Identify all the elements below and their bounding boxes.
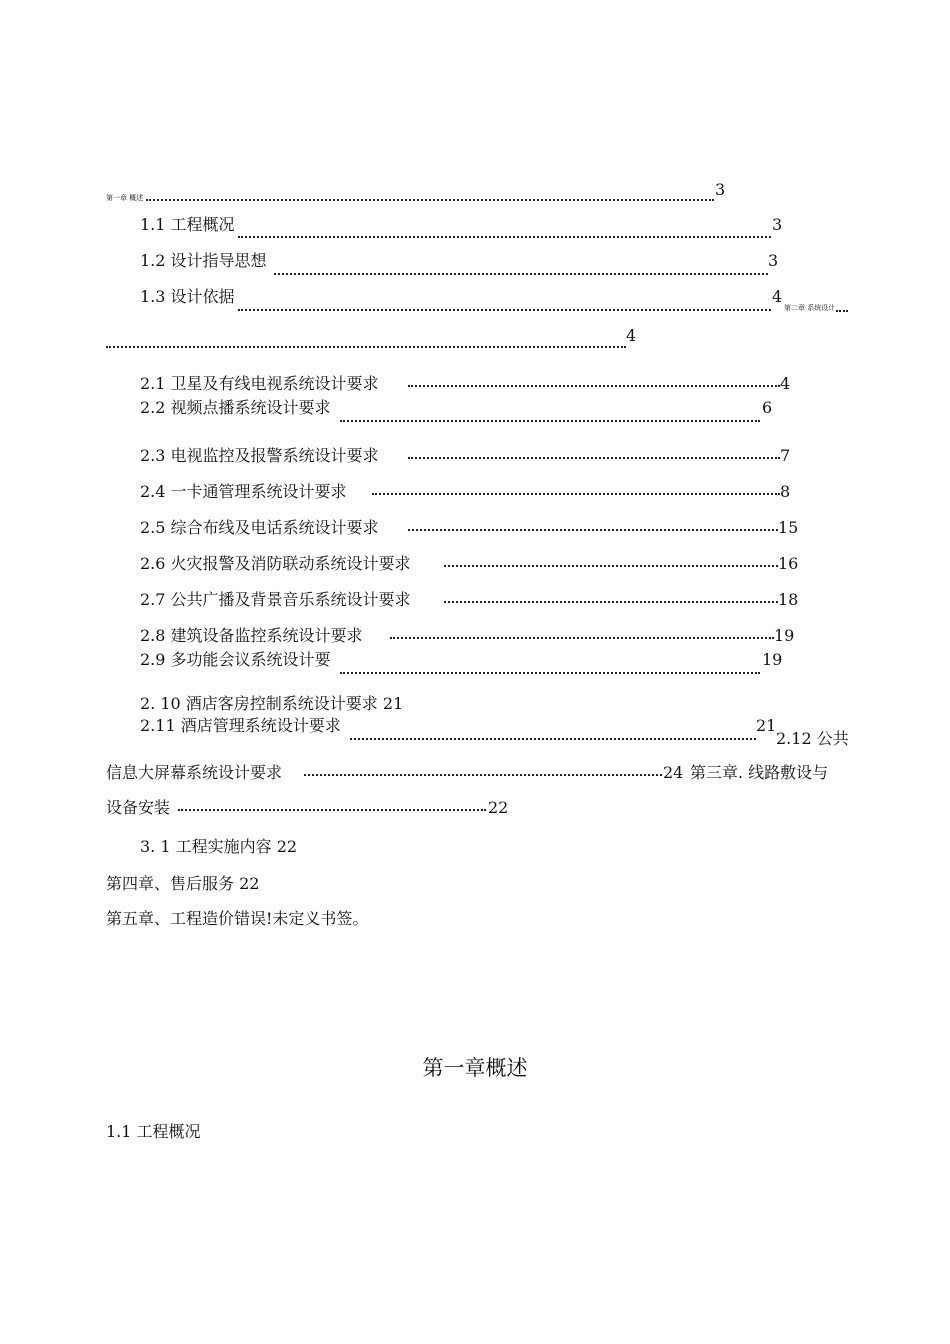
toc-2-5-leader: [408, 529, 778, 531]
toc-ch3-label-start[interactable]: 第三章. 线路敷设与: [690, 763, 829, 782]
toc-2-3-leader: [408, 457, 780, 459]
toc-2-4-leader: [372, 493, 780, 495]
toc-2-4-label[interactable]: 2.4 一卡通管理系统设计要求: [140, 482, 347, 501]
toc-2-6-leader: [444, 565, 778, 567]
toc-ch4-label[interactable]: 第四章、售后服务 22: [106, 874, 260, 893]
toc-2-2-page: 6: [762, 398, 773, 417]
toc-ch1-page: 3: [715, 180, 726, 199]
toc-2-7-page: 18: [778, 590, 799, 609]
toc-2-12-page: 24: [663, 763, 684, 782]
toc-2-6-page: 16: [778, 554, 799, 573]
toc-2-8-label[interactable]: 2.8 建筑设备监控系统设计要求: [140, 626, 363, 645]
toc-2-9-label[interactable]: 2.9 多功能会议系统设计要: [140, 650, 331, 669]
toc-2-4-page: 8: [780, 482, 791, 501]
toc-1-3-label[interactable]: 1.3 设计依据: [140, 287, 235, 306]
toc-ch2-label[interactable]: 第二章 系统设计: [784, 304, 836, 312]
toc-2-9-page: 19: [762, 650, 783, 669]
toc-2-11-page: 21: [756, 716, 777, 735]
toc-2-6-label[interactable]: 2.6 火灾报警及消防联动系统设计要求: [140, 554, 411, 573]
toc-2-9-leader: [340, 672, 760, 674]
toc-3-1-label[interactable]: 3. 1 工程实施内容 22: [140, 837, 298, 856]
chapter-title: 第一章概述: [422, 1056, 528, 1080]
toc-2-8-page: 19: [774, 626, 795, 645]
toc-2-2-label[interactable]: 2.2 视频点播系统设计要求: [140, 398, 331, 417]
toc-2-8-leader: [390, 637, 774, 639]
toc-1-1-page: 3: [772, 215, 783, 234]
toc-ch2-leader: [106, 346, 626, 348]
toc-ch2-page: 4: [626, 326, 637, 345]
toc-ch3-leader: [178, 809, 486, 811]
toc-2-12-label-start[interactable]: 2.12 公共: [776, 729, 849, 748]
toc-1-2-page: 3: [768, 251, 779, 270]
toc-2-11-label[interactable]: 2.11 酒店管理系统设计要求: [140, 716, 341, 735]
toc-1-1-label[interactable]: 1.1 工程概况: [140, 215, 235, 234]
toc-2-3-page: 7: [780, 446, 791, 465]
toc-2-5-label[interactable]: 2.5 综合布线及电话系统设计要求: [140, 518, 379, 537]
toc-1-1-leader: [238, 236, 771, 238]
toc-1-2-label[interactable]: 1.2 设计指导思想: [140, 251, 267, 270]
toc-ch1-leader: [146, 199, 714, 201]
toc-2-10-label[interactable]: 2. 10 酒店客房控制系统设计要求 21: [140, 694, 404, 713]
toc-2-7-label[interactable]: 2.7 公共广播及背景音乐系统设计要求: [140, 590, 411, 609]
toc-ch1-label[interactable]: 第一章 概述: [106, 194, 144, 202]
toc-2-5-page: 15: [778, 518, 799, 537]
toc-1-3-page: 4: [772, 287, 783, 306]
toc-2-1-label[interactable]: 2.1 卫星及有线电视系统设计要求: [140, 374, 379, 393]
toc-ch5-label[interactable]: 第五章、工程造价错误!未定义书签。: [106, 909, 369, 928]
toc-2-1-page: 4: [780, 374, 791, 393]
toc-2-1-leader: [408, 385, 780, 387]
toc-ch2-leader-end: [836, 310, 848, 312]
toc-2-3-label[interactable]: 2.3 电视监控及报警系统设计要求: [140, 446, 379, 465]
toc-1-2-leader: [274, 273, 768, 275]
toc-ch3-page: 22: [488, 798, 509, 817]
toc-1-3-leader: [238, 309, 771, 311]
section-heading: 1.1 工程概况: [106, 1122, 201, 1141]
toc-2-2-leader: [340, 420, 760, 422]
toc-ch3-label-end[interactable]: 设备安装: [106, 798, 171, 817]
toc-2-12-label-end[interactable]: 信息大屏幕系统设计要求: [106, 763, 283, 782]
toc-2-7-leader: [444, 601, 778, 603]
toc-2-11-leader: [350, 738, 756, 740]
toc-2-12-leader: [304, 774, 662, 776]
